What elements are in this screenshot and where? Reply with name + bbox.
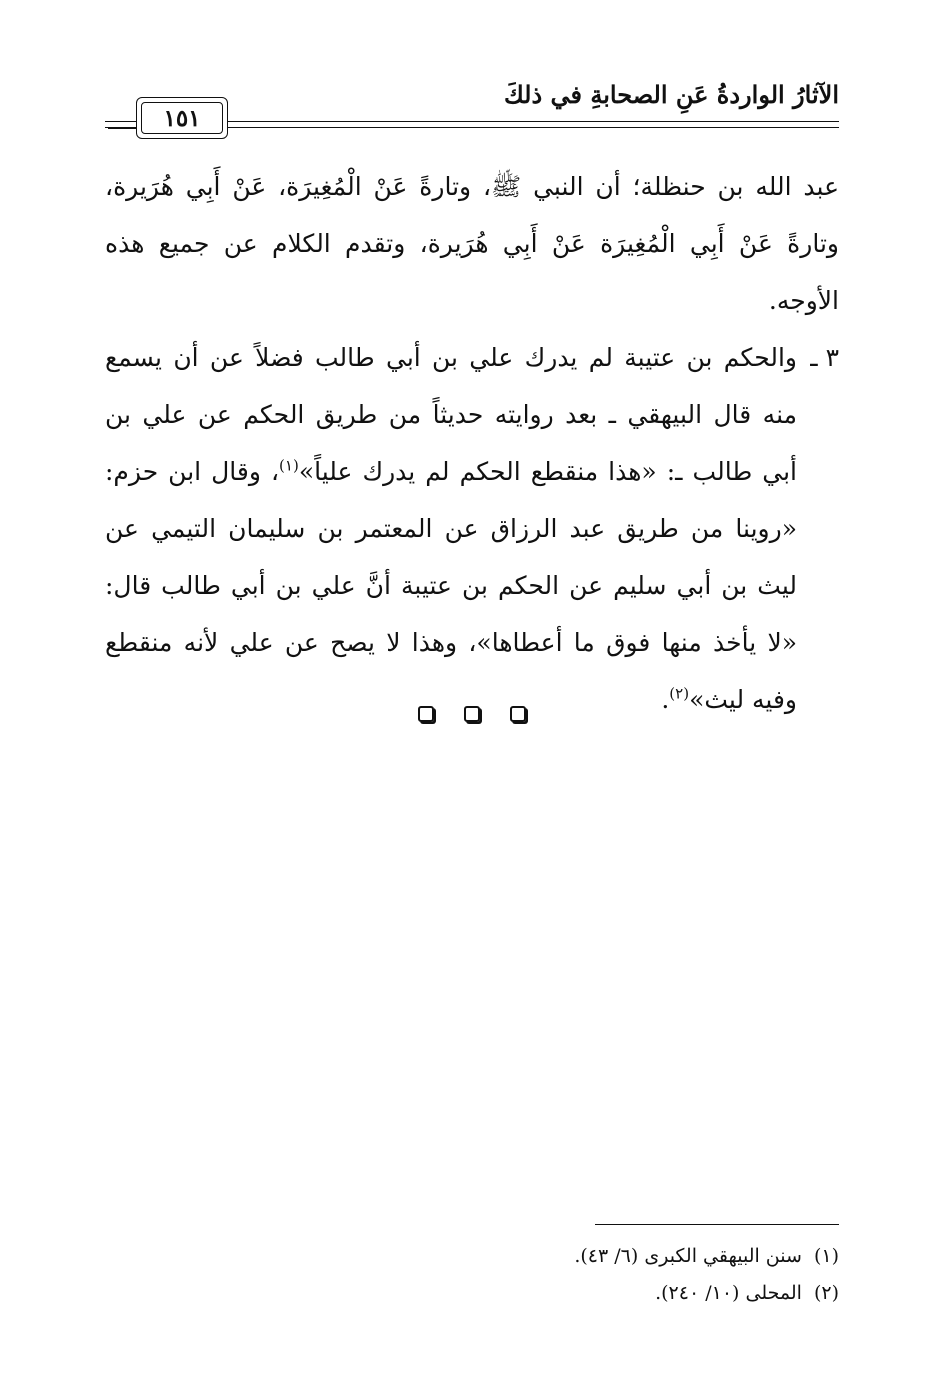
footnote-text: المحلى (١٠/ ٢٤٠). [655, 1282, 802, 1304]
item-text-part2: ، وقال ابن حزم: «روينا من طريق عبد الرزاق عن المعتمر بن سليمان التيمي عن ليث بن أبي سليم عن الحكم بن عتيبة أنَّ علي بن أبي طالب قال: «لا يأخذ منها فوق ما أعطاها»، وهذا لا يصح عن علي لأنه منقطع وفيه ليث» [105, 457, 797, 714]
item-text-part1: والحكم بن عتيبة لم يدرك علي بن أبي طالب فضلاً عن أن يسمع منه قال البيهقي ـ بعد روايته حديثاً من طريق الحكم عن علي بن أبي طالب ـ: «هذا منقطع الحكم لم يدرك علياً» [105, 343, 797, 486]
item-number: ٣ ـ [810, 343, 839, 372]
header-rule-end-left [108, 121, 136, 129]
footnote-ref-1: (١) [279, 456, 299, 475]
page-number-frame [136, 97, 228, 139]
footnote-number: (٢) [813, 1282, 839, 1304]
running-title: الآثارُ الواردةُ عَنِ الصحابةِ في ذلكَ [503, 80, 839, 109]
page-number: ١٥١ [163, 104, 201, 132]
separator-square-icon [510, 706, 526, 722]
footnote-2 [105, 1275, 839, 1312]
item-text-end: . [661, 685, 670, 714]
separator-square-icon [418, 706, 434, 722]
list-item-3 [105, 329, 839, 728]
separator-square-icon [464, 706, 480, 722]
footnote-rule [595, 1224, 839, 1225]
footnote-ref-2: (٢) [669, 684, 690, 703]
section-separator [0, 706, 944, 722]
footnotes [105, 1238, 839, 1312]
paragraph-continuation: عبد الله بن حنظلة؛ أن النبي ﷺ، وتارةً عَنْ الْمُغِيرَة، عَنْ أَبِي هُرَيرة، وتارةً عَنْ أَبِي الْمُغِيرَة عَنْ أَبِي هُرَيرة، وتقدم الكلام عن جميع هذه الأوجه. [105, 172, 839, 315]
footnote-number: (١) [813, 1245, 839, 1267]
footnote-text: سنن البيهقي الكبرى (٦/ ٤٣). [574, 1245, 802, 1267]
footnote-1 [105, 1238, 839, 1275]
main-text [105, 158, 839, 728]
